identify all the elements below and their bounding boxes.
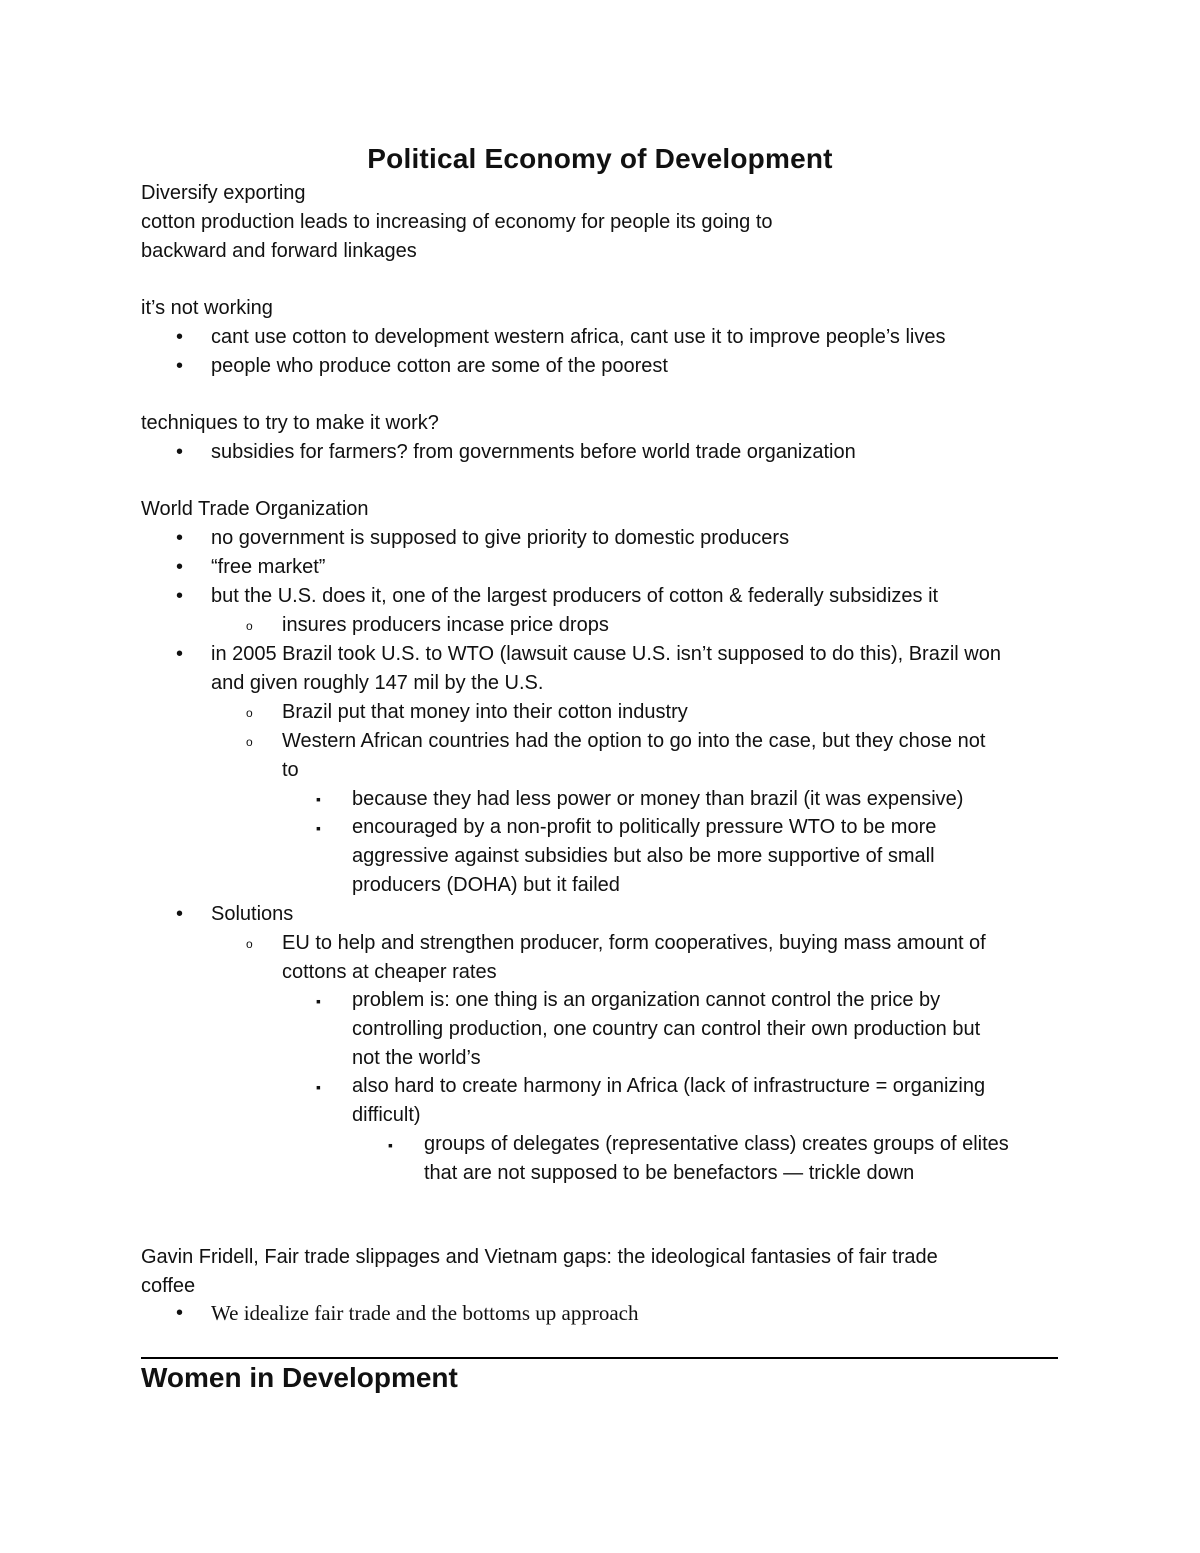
list-item: in 2005 Brazil took U.S. to WTO (lawsuit cause U.S. isn’t supposed to do this), Brazil won xyxy=(211,643,1001,665)
bullet-marker: • xyxy=(176,326,184,348)
bullet-marker: • xyxy=(176,527,184,549)
list-item-continuation: and given roughly 147 mil by the U.S. xyxy=(211,672,544,694)
section-heading: Women in Development xyxy=(141,1362,458,1393)
bullet-marker: • xyxy=(176,643,184,665)
sub-list-item: Western African countries had the option to go into the case, but they chose not xyxy=(282,730,986,752)
sub-sub-list-item: because they had less power or money than brazil (it was expensive) xyxy=(352,788,964,810)
bullet-marker: • xyxy=(176,903,184,925)
sub-sub-list-item-continuation: controlling production, one country can control their own production but xyxy=(352,1018,981,1040)
level4-list-item: groups of delegates (representative class) creates groups of elites xyxy=(424,1133,1009,1155)
sub-sub-list-item: encouraged by a non-profit to politically pressure WTO to be more xyxy=(352,816,937,838)
sub-bullet-marker: o xyxy=(246,735,253,749)
sub-bullet-marker: o xyxy=(246,706,253,720)
list-item: people who produce cotton are some of the poorest xyxy=(211,355,668,377)
reading-citation-continuation: coffee xyxy=(141,1275,196,1297)
bullet-marker: • xyxy=(176,556,184,578)
sub-list-item: Brazil put that money into their cotton industry xyxy=(282,701,688,723)
page-title: Political Economy of Development xyxy=(367,143,833,174)
intro-line: Diversify exporting xyxy=(141,182,306,204)
list-item: but the U.S. does it, one of the largest producers of cotton & federally subsidizes it xyxy=(211,585,939,607)
list-item: Solutions xyxy=(211,903,294,925)
list-item: cant use cotton to development western africa, cant use it to improve people’s lives xyxy=(211,326,946,348)
level4-bullet-marker: ▪ xyxy=(388,1137,393,1153)
section-label-not-working: it’s not working xyxy=(141,297,273,319)
sub-sub-bullet-marker: ▪ xyxy=(316,820,321,836)
section-label-techniques: techniques to try to make it work? xyxy=(141,412,439,434)
sub-list-item: EU to help and strengthen producer, form cooperatives, buying mass amount of xyxy=(282,932,986,954)
list-item: “free market” xyxy=(211,556,326,578)
sub-sub-bullet-marker: ▪ xyxy=(316,993,321,1009)
intro-line: backward and forward linkages xyxy=(141,240,417,262)
section-divider xyxy=(141,1357,1058,1359)
section-label-wto: World Trade Organization xyxy=(141,498,369,520)
list-item: subsidies for farmers? from governments before world trade organization xyxy=(211,441,856,463)
sub-sub-bullet-marker: ▪ xyxy=(316,791,321,807)
sub-list-item: insures producers incase price drops xyxy=(282,614,609,636)
reading-citation: Gavin Fridell, Fair trade slippages and Vietnam gaps: the ideological fantasies of fair trade xyxy=(141,1246,938,1268)
bullet-marker: • xyxy=(176,441,184,463)
sub-list-item-continuation: to xyxy=(282,759,299,781)
sub-sub-list-item-continuation: producers (DOHA) but it failed xyxy=(352,874,620,896)
sub-bullet-marker: o xyxy=(246,619,253,633)
intro-line: cotton production leads to increasing of economy for people its going to xyxy=(141,211,773,233)
sub-list-item-continuation: cottons at cheaper rates xyxy=(282,961,497,983)
sub-sub-list-item-continuation: difficult) xyxy=(352,1104,421,1126)
bullet-marker: • xyxy=(176,585,184,607)
sub-sub-list-item-continuation: aggressive against subsidies but also be more supportive of small xyxy=(352,845,935,867)
bullet-marker: • xyxy=(176,355,184,377)
sub-sub-list-item: also hard to create harmony in Africa (lack of infrastructure = organizing xyxy=(352,1075,986,1097)
sub-bullet-marker: o xyxy=(246,937,253,951)
list-item: no government is supposed to give priority to domestic producers xyxy=(211,527,790,549)
bullet-marker: • xyxy=(176,1302,184,1324)
list-item: We idealize fair trade and the bottoms up approach xyxy=(211,1301,639,1325)
sub-sub-bullet-marker: ▪ xyxy=(316,1079,321,1095)
level4-list-item-continuation: that are not supposed to be benefactors — trickle down xyxy=(424,1162,915,1184)
sub-sub-list-item: problem is: one thing is an organization cannot control the price by xyxy=(352,989,941,1011)
sub-sub-list-item-continuation: not the world’s xyxy=(352,1047,481,1069)
